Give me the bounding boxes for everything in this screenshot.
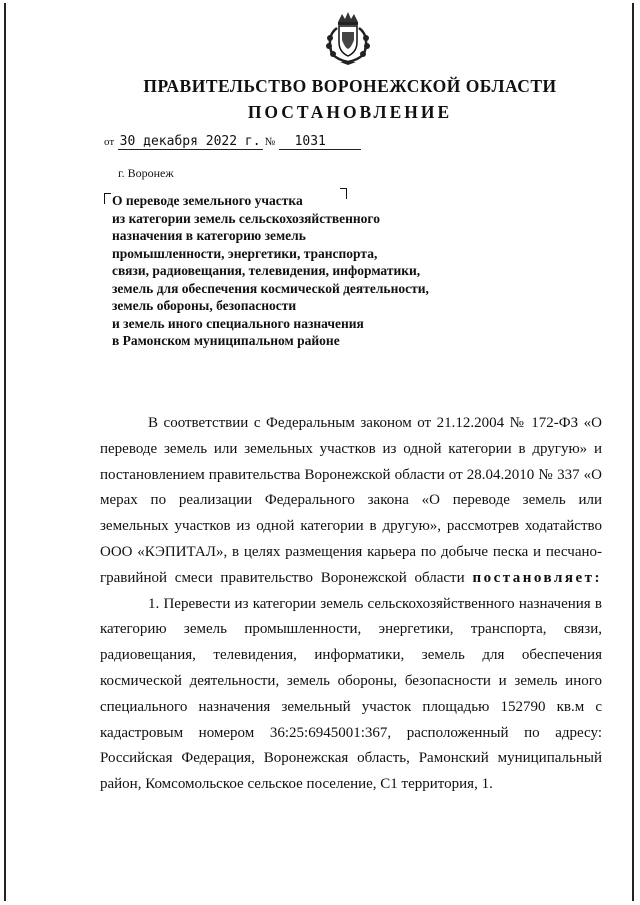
date-prefix: от <box>104 136 115 148</box>
subject-line: в Рамонском муниципальном районе <box>112 333 340 348</box>
subject-bracket-left <box>104 193 111 204</box>
document-type: ПОСТАНОВЛЕНИЕ <box>247 102 453 122</box>
coat-of-arms-icon <box>318 10 378 66</box>
subject-line: связи, радиовещания, телевидения, информатики, <box>112 263 421 278</box>
number-prefix: № <box>264 136 276 148</box>
clause-1-paragraph: 1. Перевести из категории земель сельскохозяйственного назначения в категорию земель промышленности, энергетики, транспорта, связи, радиовещания, телевидения, информатики, земель для обеспечения космической деятельности, земель обороны, безопасности и земель иного специального назначения земельный участок площадью 152790 кв.м с кадастровым номером 36:25:6945001:367, расположенный по адресу: Российская Федерация, Воронежская область, Рамонский муниципальный район, Комсомольское сельское поселение, С1 территория, 1. <box>100 595 602 793</box>
document-number: 1031 <box>279 134 361 150</box>
subject-line: и земель иного специального назначения <box>112 315 364 331</box>
government-name: ПРАВИТЕЛЬСТВО ВОРОНЕЖСКОЙ ОБЛАСТИ <box>143 76 557 96</box>
decree-word: постановляет: <box>472 569 603 586</box>
document-date: 30 декабря 2022 г. <box>119 134 261 149</box>
subject-line: О переводе земельного участка <box>112 193 303 208</box>
document-city: г. Воронеж <box>118 166 174 180</box>
subject-line: промышленности, энергетики, транспорта, <box>112 245 378 261</box>
date-number-line <box>104 134 361 150</box>
subject-line: земель обороны, безопасности <box>112 298 297 313</box>
subject-line: земель для обеспечения космической деятельности, <box>112 280 429 296</box>
preamble-text: В соответствии с Федеральным законом от 21.12.2004 № 172-ФЗ «О переводе земель или земельных участков из одной категории в другую» и постановлением правительства Воронежской области от 28.04.2010 № 337 «О мерах по реализации Федерального закона «О переводе земель или земельных участков из одной категории в другую», рассмотрев ходатайство ООО «КЭПИТАЛ», в целях размещения карьера по добыче песка и песчано-гравийной смеси правительство Воронежской области <box>100 415 602 586</box>
preamble-paragraph <box>100 411 602 592</box>
document-subject <box>112 192 429 350</box>
subject-line: из категории земель сельскохозяйственного <box>112 210 380 226</box>
subject-line: назначения в категорию земель <box>112 228 306 243</box>
document-body <box>100 411 602 798</box>
